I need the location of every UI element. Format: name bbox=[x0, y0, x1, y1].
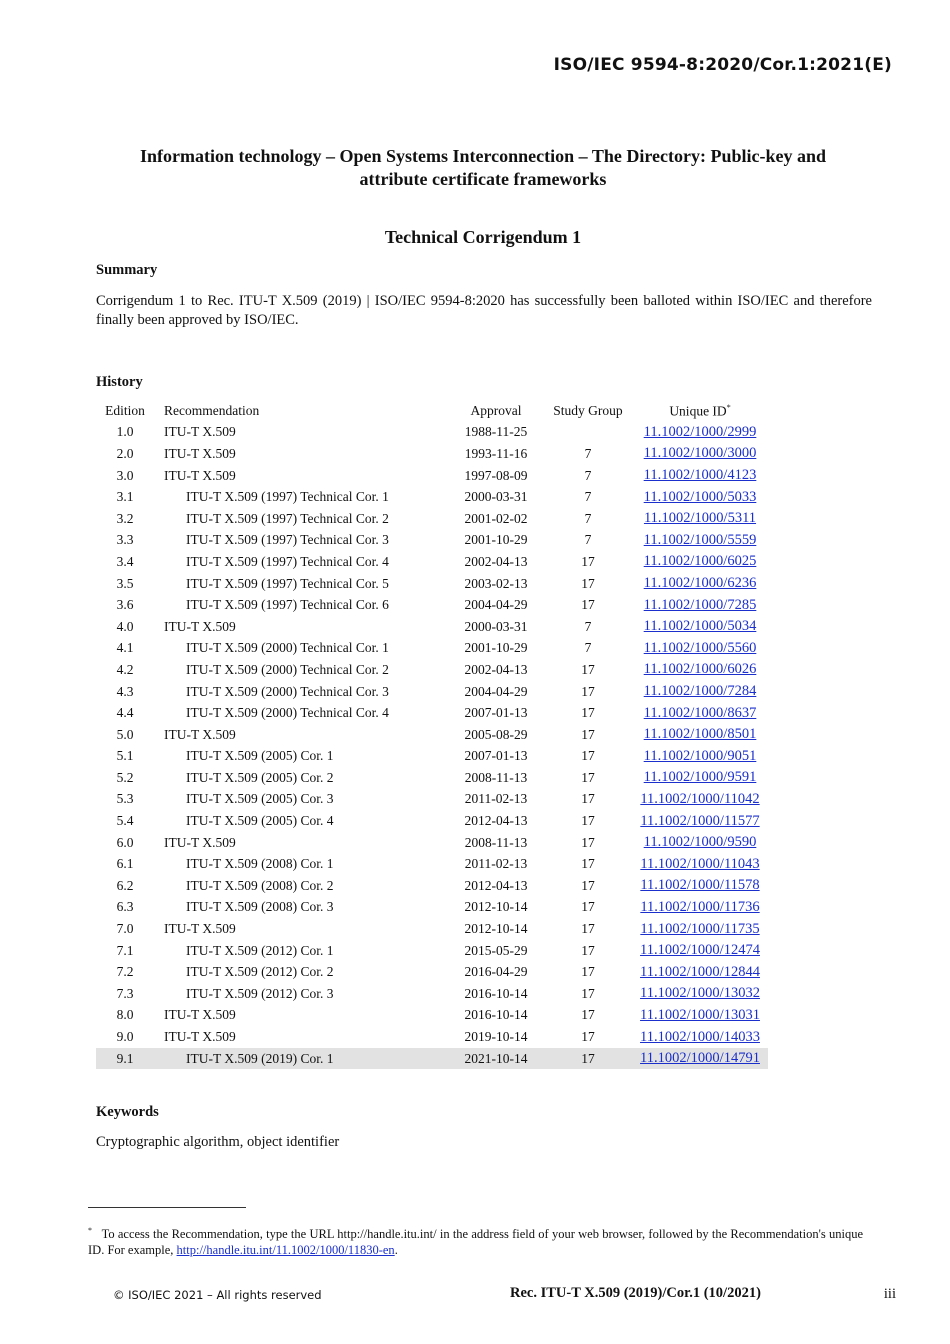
edition-cell: 4.3 bbox=[116, 683, 134, 699]
approval-cell: 2005-08-29 bbox=[464, 726, 528, 742]
edition-cell: 8.0 bbox=[116, 1007, 134, 1023]
approval-cell: 2008-11-13 bbox=[464, 834, 528, 850]
approval-cell: 2007-01-13 bbox=[464, 705, 528, 721]
unique-id-cell bbox=[632, 508, 768, 530]
table-row bbox=[96, 875, 768, 897]
unique-id-cell bbox=[632, 681, 768, 703]
edition-cell: 4.4 bbox=[116, 705, 134, 721]
approval-cell: 2004-04-29 bbox=[464, 597, 528, 613]
edition-cell: 6.2 bbox=[116, 877, 134, 893]
footnote-rule bbox=[88, 1207, 246, 1208]
unique-id-cell bbox=[632, 1048, 768, 1070]
study-group-cell: 17 bbox=[581, 597, 595, 613]
edition-cell: 4.0 bbox=[116, 618, 134, 634]
edition-cell: 4.1 bbox=[116, 640, 134, 656]
unique-id-link[interactable]: 11.1002/1000/9591 bbox=[643, 769, 757, 786]
study-group-cell: 7 bbox=[584, 467, 592, 483]
approval-cell: 2021-10-14 bbox=[448, 1048, 544, 1070]
title-line-1: Information technology – Open Systems Interconnection – The Directory: Public-key and bbox=[140, 146, 826, 166]
table-row bbox=[96, 551, 768, 573]
unique-id-link[interactable]: 11.1002/1000/11042 bbox=[640, 790, 760, 807]
table-row bbox=[96, 1005, 768, 1027]
recommendation-cell: ITU-T X.509 (2019) Cor. 1 bbox=[154, 1048, 448, 1070]
table-row bbox=[96, 1026, 768, 1048]
edition-cell: 7.3 bbox=[116, 985, 134, 1001]
footer-copyright: © ISO/IEC 2021 – All rights reserved bbox=[113, 1288, 322, 1302]
table-row bbox=[96, 961, 768, 983]
history-table-body bbox=[96, 422, 768, 1070]
keywords-text: Cryptographic algorithm, object identifier bbox=[96, 1134, 340, 1150]
edition-cell: 9.0 bbox=[116, 1029, 134, 1045]
title-line-2: attribute certificate frameworks bbox=[359, 169, 607, 189]
study-group-cell: 17 bbox=[581, 791, 595, 807]
recommendation-cell: ITU-T X.509 bbox=[164, 726, 236, 742]
approval-cell: 2012-10-14 bbox=[464, 921, 528, 937]
unique-id-link[interactable]: 11.1002/1000/11735 bbox=[640, 920, 760, 937]
table-row bbox=[96, 724, 768, 746]
recommendation-cell: ITU-T X.509 (2005) Cor. 2 bbox=[186, 769, 334, 785]
table-row bbox=[96, 659, 768, 681]
recommendation-cell: ITU-T X.509 bbox=[164, 424, 236, 440]
col-unique-id bbox=[632, 400, 768, 422]
recommendation-cell: ITU-T X.509 (2012) Cor. 2 bbox=[186, 964, 334, 980]
footnote-ref: * bbox=[726, 402, 731, 412]
unique-id-cell bbox=[632, 724, 768, 746]
approval-cell: 2001-10-29 bbox=[464, 532, 528, 548]
recommendation-cell: ITU-T X.509 (2008) Cor. 2 bbox=[186, 877, 334, 893]
recommendation-cell: ITU-T X.509 (2005) Cor. 4 bbox=[186, 813, 334, 829]
table-row bbox=[96, 897, 768, 919]
unique-id-link[interactable]: 11.1002/1000/11578 bbox=[640, 877, 760, 894]
col-approval: Approval bbox=[470, 402, 522, 418]
unique-id-cell bbox=[632, 789, 768, 811]
table-row bbox=[96, 616, 768, 638]
unique-id-link[interactable]: 11.1002/1000/11736 bbox=[640, 898, 760, 915]
table-row bbox=[96, 508, 768, 530]
unique-id-cell bbox=[632, 810, 768, 832]
unique-id-cell bbox=[632, 530, 768, 552]
study-group-cell: 17 bbox=[581, 856, 595, 872]
table-row bbox=[96, 422, 768, 444]
unique-id-link[interactable]: 11.1002/1000/14791 bbox=[640, 1050, 760, 1067]
study-group-cell: 7 bbox=[584, 489, 592, 505]
recommendation-cell: ITU-T X.509 bbox=[164, 618, 236, 634]
unique-id-link[interactable]: 11.1002/1000/8501 bbox=[643, 726, 757, 743]
footnote-marker: * bbox=[88, 1226, 92, 1235]
unique-id-cell bbox=[632, 443, 768, 465]
footnote-end: . bbox=[394, 1243, 398, 1258]
recommendation-cell: ITU-T X.509 (1997) Technical Cor. 5 bbox=[186, 575, 389, 591]
study-group-cell: 17 bbox=[581, 985, 595, 1001]
study-group-cell: 17 bbox=[581, 921, 595, 937]
approval-cell: 1988-11-25 bbox=[464, 424, 528, 440]
edition-cell: 7.1 bbox=[116, 942, 134, 958]
footnote-link[interactable]: http://handle.itu.int/11.1002/1000/11830-en bbox=[176, 1243, 395, 1258]
unique-id-link[interactable]: 11.1002/1000/3000 bbox=[643, 445, 757, 462]
document-subtitle: Technical Corrigendum 1 bbox=[384, 227, 582, 247]
unique-id-cell bbox=[632, 616, 768, 638]
approval-cell: 2003-02-13 bbox=[464, 575, 528, 591]
recommendation-cell: ITU-T X.509 bbox=[164, 467, 236, 483]
unique-id-link[interactable]: 11.1002/1000/11043 bbox=[640, 855, 760, 872]
approval-cell: 2000-03-31 bbox=[464, 618, 528, 634]
study-group-cell: 7 bbox=[584, 510, 592, 526]
unique-id-link[interactable]: 11.1002/1000/5311 bbox=[643, 510, 757, 527]
unique-id-cell bbox=[632, 659, 768, 681]
unique-id-cell bbox=[632, 486, 768, 508]
recommendation-cell: ITU-T X.509 (2008) Cor. 1 bbox=[186, 856, 334, 872]
unique-id-cell bbox=[632, 465, 768, 487]
unique-id-link[interactable]: 11.1002/1000/12474 bbox=[640, 942, 760, 959]
edition-cell: 3.4 bbox=[116, 553, 134, 569]
study-group-cell: 17 bbox=[581, 575, 595, 591]
study-group-cell: 17 bbox=[581, 769, 595, 785]
history-heading: History bbox=[96, 374, 143, 390]
study-group-cell: 17 bbox=[581, 813, 595, 829]
study-group-cell: 17 bbox=[581, 1029, 595, 1045]
footer-recommendation: Rec. ITU-T X.509 (2019)/Cor.1 (10/2021) bbox=[510, 1285, 761, 1301]
unique-id-link[interactable]: 11.1002/1000/7285 bbox=[643, 596, 757, 613]
table-row bbox=[96, 702, 768, 724]
study-group-cell bbox=[544, 422, 632, 444]
unique-id-cell bbox=[632, 594, 768, 616]
table-row bbox=[96, 940, 768, 962]
unique-id-cell bbox=[632, 961, 768, 983]
table-row bbox=[96, 465, 768, 487]
table-row bbox=[96, 767, 768, 789]
unique-id-link[interactable]: 11.1002/1000/8637 bbox=[643, 704, 757, 721]
study-group-cell: 17 bbox=[581, 942, 595, 958]
recommendation-cell: ITU-T X.509 (2008) Cor. 3 bbox=[186, 899, 334, 915]
unique-id-cell bbox=[632, 832, 768, 854]
table-row bbox=[96, 638, 768, 660]
unique-id-cell bbox=[632, 573, 768, 595]
unique-id-link[interactable]: 11.1002/1000/6025 bbox=[643, 553, 757, 570]
unique-id-link[interactable]: 11.1002/1000/9051 bbox=[643, 747, 757, 764]
study-group-cell: 17 bbox=[581, 834, 595, 850]
approval-cell: 2007-01-13 bbox=[464, 748, 528, 764]
document-title bbox=[100, 145, 866, 191]
unique-id-link[interactable]: 11.1002/1000/7284 bbox=[643, 683, 757, 700]
approval-cell: 1993-11-16 bbox=[464, 445, 528, 461]
approval-cell: 2011-02-13 bbox=[464, 791, 528, 807]
col-study-group: Study Group bbox=[553, 402, 623, 418]
unique-id-link[interactable]: 11.1002/1000/11577 bbox=[640, 812, 760, 829]
approval-cell: 2011-02-13 bbox=[464, 856, 528, 872]
approval-cell: 2000-03-31 bbox=[464, 489, 528, 505]
table-row bbox=[96, 681, 768, 703]
unique-id-cell bbox=[632, 551, 768, 573]
approval-cell: 2004-04-29 bbox=[464, 683, 528, 699]
unique-id-link[interactable]: 11.1002/1000/5560 bbox=[643, 639, 757, 656]
recommendation-cell: ITU-T X.509 (2005) Cor. 1 bbox=[186, 748, 334, 764]
recommendation-cell: ITU-T X.509 bbox=[164, 445, 236, 461]
edition-cell: 5.3 bbox=[116, 791, 134, 807]
keywords-heading: Keywords bbox=[96, 1104, 159, 1120]
approval-cell: 2002-04-13 bbox=[464, 661, 528, 677]
study-group-cell: 17 bbox=[581, 964, 595, 980]
study-group-cell: 17 bbox=[581, 1007, 595, 1023]
table-row bbox=[96, 918, 768, 940]
table-row bbox=[96, 983, 768, 1005]
study-group-cell: 7 bbox=[584, 640, 592, 656]
recommendation-cell: ITU-T X.509 (1997) Technical Cor. 3 bbox=[186, 532, 389, 548]
recommendation-cell: ITU-T X.509 (2005) Cor. 3 bbox=[186, 791, 334, 807]
unique-id-cell bbox=[632, 853, 768, 875]
unique-id-cell bbox=[632, 940, 768, 962]
unique-id-link[interactable]: 11.1002/1000/9590 bbox=[643, 834, 757, 851]
approval-cell: 2019-10-14 bbox=[464, 1029, 528, 1045]
recommendation-cell: ITU-T X.509 (2000) Technical Cor. 3 bbox=[186, 683, 389, 699]
study-group-cell: 17 bbox=[581, 726, 595, 742]
recommendation-cell: ITU-T X.509 (1997) Technical Cor. 4 bbox=[186, 553, 389, 569]
edition-cell: 5.0 bbox=[116, 726, 134, 742]
unique-id-cell bbox=[632, 767, 768, 789]
unique-id-link[interactable]: 11.1002/1000/5033 bbox=[643, 488, 757, 505]
edition-cell: 6.0 bbox=[116, 834, 134, 850]
study-group-cell: 17 bbox=[581, 553, 595, 569]
approval-cell: 2012-04-13 bbox=[464, 877, 528, 893]
edition-cell: 3.0 bbox=[116, 467, 134, 483]
history-table bbox=[96, 400, 768, 1069]
recommendation-cell: ITU-T X.509 bbox=[164, 834, 236, 850]
study-group-cell: 17 bbox=[544, 1048, 632, 1070]
approval-cell: 2016-10-14 bbox=[464, 985, 528, 1001]
recommendation-cell: ITU-T X.509 (2000) Technical Cor. 2 bbox=[186, 661, 389, 677]
study-group-cell: 17 bbox=[581, 748, 595, 764]
unique-id-cell bbox=[632, 422, 768, 444]
study-group-cell: 17 bbox=[581, 683, 595, 699]
approval-cell: 2002-04-13 bbox=[464, 553, 528, 569]
table-row bbox=[96, 1048, 768, 1070]
edition-cell: 9.1 bbox=[96, 1048, 154, 1070]
table-row bbox=[96, 810, 768, 832]
study-group-cell: 17 bbox=[581, 705, 595, 721]
study-group-cell: 17 bbox=[581, 899, 595, 915]
approval-cell: 2001-02-02 bbox=[464, 510, 528, 526]
approval-cell: 2015-05-29 bbox=[464, 942, 528, 958]
unique-id-link[interactable]: 11.1002/1000/6236 bbox=[643, 575, 757, 592]
table-row bbox=[96, 789, 768, 811]
edition-cell: 3.6 bbox=[116, 597, 134, 613]
unique-id-link[interactable]: 11.1002/1000/12844 bbox=[640, 963, 760, 980]
edition-cell: 3.5 bbox=[116, 575, 134, 591]
unique-id-cell bbox=[632, 983, 768, 1005]
edition-cell: 4.2 bbox=[116, 661, 134, 677]
col-unique-id-label: Unique ID bbox=[669, 403, 727, 419]
unique-id-link[interactable]: 11.1002/1000/6026 bbox=[643, 661, 757, 678]
edition-cell: 3.1 bbox=[116, 489, 134, 505]
unique-id-link[interactable]: 11.1002/1000/14033 bbox=[640, 1028, 760, 1045]
approval-cell: 2016-10-14 bbox=[464, 1007, 528, 1023]
study-group-cell: 7 bbox=[584, 618, 592, 634]
edition-cell: 6.3 bbox=[116, 899, 134, 915]
summary-text: Corrigendum 1 to Rec. ITU-T X.509 (2019) | ISO/IEC 9594-8:2020 has successfully been balloted within ISO/IEC and therefore finally been approved by ISO/IEC. bbox=[96, 293, 872, 328]
unique-id-link[interactable]: 11.1002/1000/13031 bbox=[640, 1006, 760, 1023]
recommendation-cell: ITU-T X.509 bbox=[164, 1007, 236, 1023]
approval-cell: 2012-10-14 bbox=[464, 899, 528, 915]
unique-id-cell bbox=[632, 746, 768, 768]
edition-cell: 2.0 bbox=[116, 445, 134, 461]
table-row bbox=[96, 530, 768, 552]
unique-id-cell bbox=[632, 897, 768, 919]
col-edition: Edition bbox=[105, 402, 145, 418]
recommendation-cell: ITU-T X.509 bbox=[164, 1029, 236, 1045]
unique-id-cell bbox=[632, 638, 768, 660]
recommendation-cell: ITU-T X.509 (2012) Cor. 1 bbox=[186, 942, 334, 958]
edition-cell: 6.1 bbox=[116, 856, 134, 872]
approval-cell: 2008-11-13 bbox=[464, 769, 528, 785]
table-row bbox=[96, 832, 768, 854]
table-row bbox=[96, 853, 768, 875]
col-recommendation: Recommendation bbox=[164, 402, 260, 418]
recommendation-cell: ITU-T X.509 (2000) Technical Cor. 1 bbox=[186, 640, 389, 656]
study-group-cell: 17 bbox=[581, 877, 595, 893]
unique-id-cell bbox=[632, 1005, 768, 1027]
page-number: iii bbox=[883, 1286, 896, 1302]
unique-id-cell bbox=[632, 702, 768, 724]
unique-id-link[interactable]: 11.1002/1000/4123 bbox=[643, 467, 757, 484]
recommendation-cell: ITU-T X.509 (2000) Technical Cor. 4 bbox=[186, 705, 389, 721]
approval-cell: 1997-08-09 bbox=[464, 467, 528, 483]
document-id: ISO/IEC 9594-8:2020/Cor.1:2021(E) bbox=[553, 55, 892, 75]
study-group-cell: 7 bbox=[584, 445, 592, 461]
table-row bbox=[96, 594, 768, 616]
study-group-cell: 17 bbox=[581, 661, 595, 677]
edition-cell: 5.1 bbox=[116, 748, 134, 764]
unique-id-cell bbox=[632, 875, 768, 897]
recommendation-cell: ITU-T X.509 (1997) Technical Cor. 1 bbox=[186, 489, 389, 505]
study-group-cell: 7 bbox=[584, 532, 592, 548]
table-row bbox=[96, 443, 768, 465]
unique-id-link[interactable]: 11.1002/1000/5034 bbox=[643, 618, 757, 635]
table-row bbox=[96, 486, 768, 508]
unique-id-cell bbox=[632, 1026, 768, 1048]
footnote bbox=[88, 1223, 863, 1258]
approval-cell: 2012-04-13 bbox=[464, 813, 528, 829]
footnote-text: To access the Recommendation, type the URL http://handle.itu.int/ in the address field of your web browser, followed by the Recommendation's unique ID. For example, bbox=[88, 1227, 863, 1258]
edition-cell: 1.0 bbox=[116, 424, 134, 440]
edition-cell: 7.0 bbox=[116, 921, 134, 937]
history-table-header bbox=[96, 400, 768, 422]
summary-heading: Summary bbox=[96, 262, 158, 278]
edition-cell: 3.3 bbox=[116, 532, 134, 548]
edition-cell: 3.2 bbox=[116, 510, 134, 526]
recommendation-cell: ITU-T X.509 (1997) Technical Cor. 2 bbox=[186, 510, 389, 526]
edition-cell: 7.2 bbox=[116, 964, 134, 980]
table-row bbox=[96, 573, 768, 595]
table-row bbox=[96, 746, 768, 768]
recommendation-cell: ITU-T X.509 bbox=[164, 921, 236, 937]
unique-id-link[interactable]: 11.1002/1000/5559 bbox=[643, 531, 757, 548]
recommendation-cell: ITU-T X.509 (1997) Technical Cor. 6 bbox=[186, 597, 389, 613]
recommendation-cell: ITU-T X.509 (2012) Cor. 3 bbox=[186, 985, 334, 1001]
unique-id-cell bbox=[632, 918, 768, 940]
edition-cell: 5.4 bbox=[116, 813, 134, 829]
unique-id-link[interactable]: 11.1002/1000/13032 bbox=[640, 985, 760, 1002]
unique-id-link[interactable]: 11.1002/1000/2999 bbox=[643, 423, 757, 440]
edition-cell: 5.2 bbox=[116, 769, 134, 785]
approval-cell: 2016-04-29 bbox=[464, 964, 528, 980]
approval-cell: 2001-10-29 bbox=[464, 640, 528, 656]
